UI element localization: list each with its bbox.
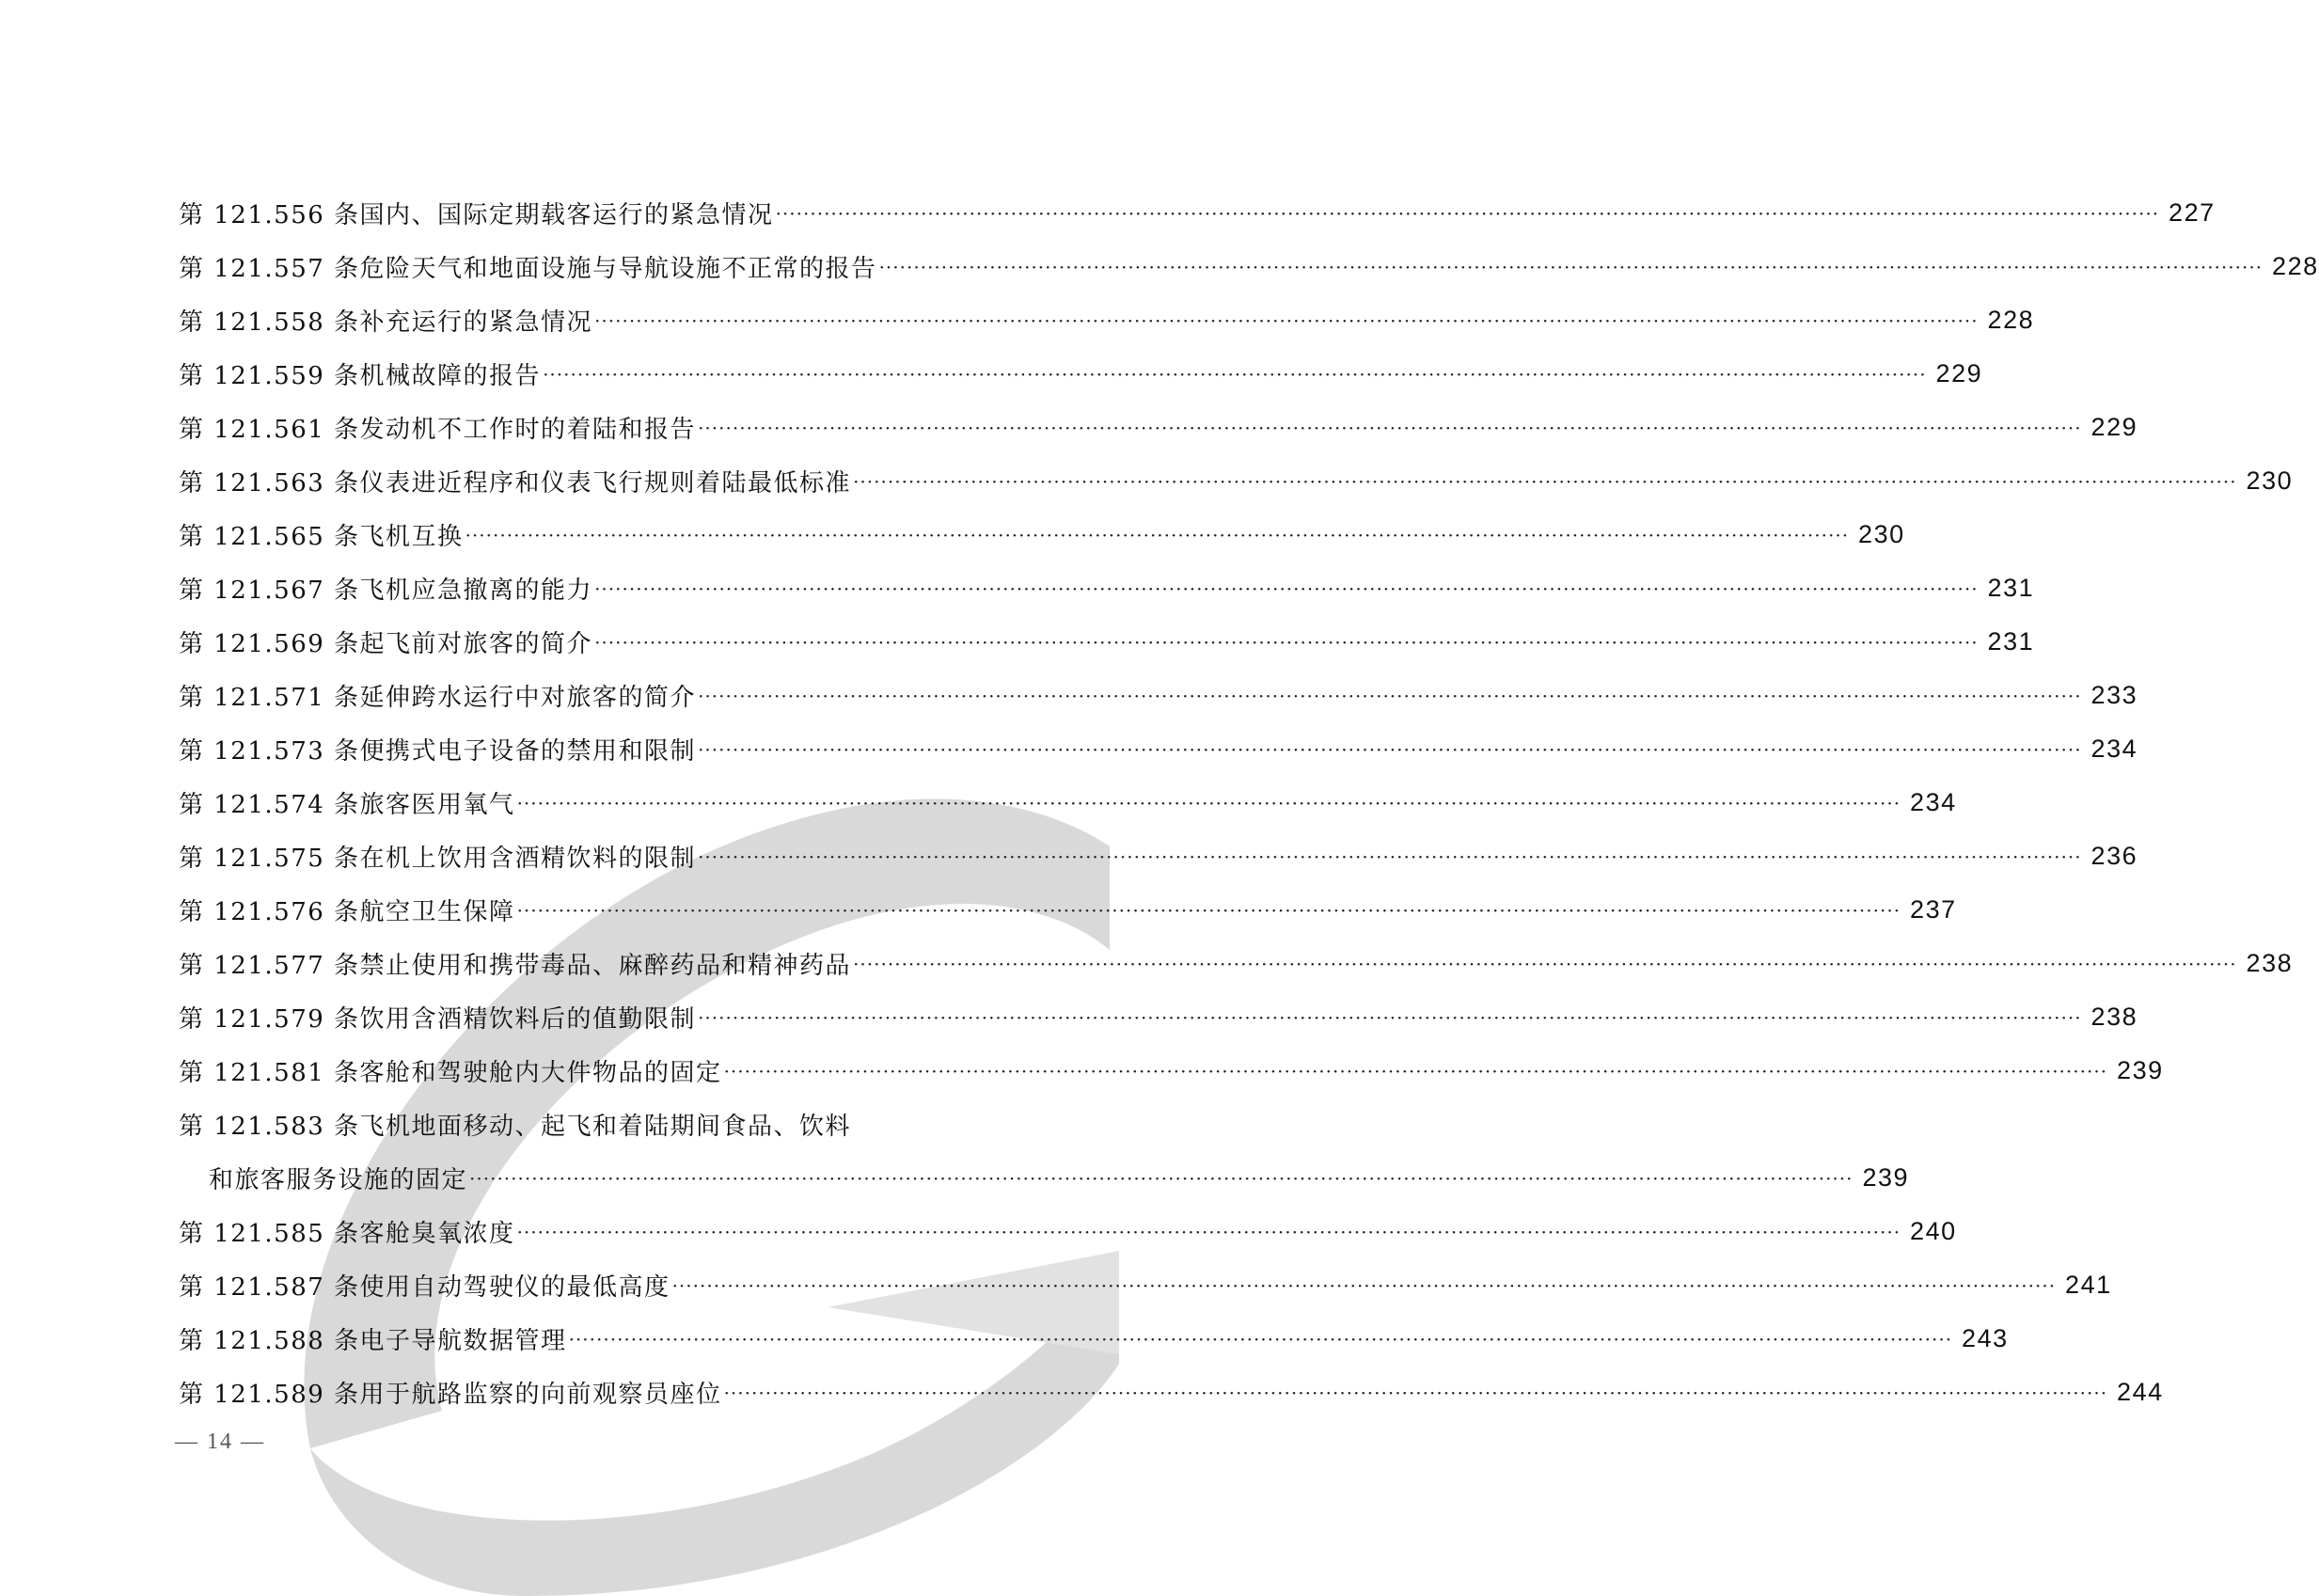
toc-entry-page: 234 bbox=[1910, 788, 1957, 816]
toc-leader-dots: ········································································································································································································ bbox=[698, 1005, 2082, 1029]
toc-entry[interactable] bbox=[179, 454, 2294, 508]
toc-entry-title-continued: 和旅客服务设施的固定 bbox=[209, 1166, 468, 1194]
toc-leader-dots: ········································································································································································································ bbox=[723, 1059, 2108, 1082]
toc-entry[interactable] bbox=[179, 1366, 2164, 1419]
toc-entry-number: 第 121.575 条 bbox=[179, 845, 360, 873]
toc-entry-number: 第 121.585 条 bbox=[179, 1220, 360, 1248]
toc-leader-dots: ········································································································································································································ bbox=[516, 898, 1901, 922]
toc-entry-number: 第 121.565 条 bbox=[179, 523, 360, 551]
toc-entry[interactable] bbox=[179, 1312, 2009, 1366]
toc-entry-title: 客舱臭氧浓度 bbox=[359, 1220, 515, 1248]
toc-leader-dots: ········································································································································································································ bbox=[594, 308, 1979, 332]
toc-leader-dots: ········································································································································································································ bbox=[878, 255, 2264, 278]
toc-entry-title: 用于航路监察的向前观察员座位 bbox=[359, 1381, 722, 1409]
toc-entry[interactable] bbox=[179, 937, 2294, 990]
toc-entry[interactable] bbox=[179, 615, 2035, 669]
toc-entry[interactable] bbox=[179, 1205, 1957, 1258]
toc-entry[interactable] bbox=[179, 776, 1957, 830]
toc-leader-dots: ········································································································································································································ bbox=[543, 362, 1927, 386]
toc-leader-dots: ········································································································································································································ bbox=[465, 523, 1850, 546]
toc-entry-title: 旅客医用氧气 bbox=[359, 791, 515, 819]
toc-leader-dots: ········································································································································································································ bbox=[469, 1166, 1854, 1190]
toc-entry-number: 第 121.559 条 bbox=[179, 362, 360, 390]
toc-leader-dots: ········································································································································································································ bbox=[516, 1220, 1901, 1243]
toc-entry-number: 第 121.567 条 bbox=[179, 577, 360, 605]
toc-leader-dots: ········································································································································································································ bbox=[698, 416, 2082, 439]
toc-entry-title: 使用自动驾驶仪的最低高度 bbox=[359, 1273, 670, 1302]
toc-leader-dots: ········································································································································································································ bbox=[723, 1381, 2108, 1404]
toc-leader-dots: ········································································································································································································ bbox=[698, 845, 2082, 868]
toc-entry[interactable] bbox=[179, 669, 2138, 722]
toc-entry-page: 244 bbox=[2117, 1378, 2164, 1406]
toc-entry-title: 延伸跨水运行中对旅客的简介 bbox=[359, 684, 697, 712]
toc-entry[interactable] bbox=[179, 561, 2035, 615]
toc-entry-page: 234 bbox=[2090, 735, 2138, 763]
toc-entry-title: 飞机应急撤离的能力 bbox=[359, 577, 593, 605]
toc-entry-title: 在机上饮用含酒精饮料的限制 bbox=[359, 845, 697, 873]
toc-leader-dots: ········································································································································································································ bbox=[775, 201, 2160, 225]
toc-entry[interactable] bbox=[179, 508, 1905, 561]
toc-entry-title: 机械故障的报告 bbox=[359, 362, 542, 390]
toc-entry-title: 飞机地面移动、起飞和着陆期间食品、饮料 bbox=[359, 1113, 852, 1141]
toc-entry-number: 第 121.579 条 bbox=[179, 1005, 360, 1034]
toc-leader-dots: ········································································································································································································ bbox=[516, 791, 1901, 814]
toc-entry-title: 国内、国际定期载客运行的紧急情况 bbox=[359, 201, 774, 229]
toc-entry-title: 发动机不工作时的着陆和报告 bbox=[359, 416, 697, 444]
toc-entry-page: 243 bbox=[1962, 1324, 2009, 1352]
toc-leader-dots: ········································································································································································································ bbox=[853, 469, 2237, 493]
toc-leader-dots: ········································································································································································································ bbox=[671, 1273, 2057, 1297]
page-number: — 14 — bbox=[175, 1430, 265, 1454]
toc-leader-dots: ········································································································································································································ bbox=[698, 684, 2082, 707]
toc-entry-page: 239 bbox=[1862, 1163, 1910, 1192]
toc-entry-title: 便携式电子设备的禁用和限制 bbox=[359, 737, 697, 766]
toc-entry-page: 239 bbox=[2117, 1056, 2164, 1084]
toc-entry-title: 饮用含酒精饮料后的值勤限制 bbox=[359, 1005, 697, 1034]
toc-entry-number: 第 121.587 条 bbox=[179, 1273, 360, 1302]
toc-entry-number: 第 121.557 条 bbox=[179, 255, 360, 283]
toc-entry[interactable] bbox=[179, 990, 2138, 1044]
toc-entry-page: 228 bbox=[1987, 306, 2035, 334]
toc-entry-number: 第 121.576 条 bbox=[179, 898, 360, 926]
toc-entry[interactable] bbox=[179, 293, 2035, 347]
toc-entry[interactable] bbox=[179, 883, 1957, 937]
toc-entry-page: 231 bbox=[1987, 574, 2035, 602]
toc-entry-title: 起飞前对旅客的简介 bbox=[359, 630, 593, 658]
toc-entry-number: 第 121.558 条 bbox=[179, 308, 360, 337]
toc-leader-dots: ········································································································································································································ bbox=[853, 952, 2237, 975]
toc-entry-page: 231 bbox=[1987, 627, 2035, 656]
toc-entry-number: 第 121.574 条 bbox=[179, 791, 360, 819]
toc-entry-number: 第 121.563 条 bbox=[179, 469, 360, 498]
toc-entry-page: 237 bbox=[1910, 895, 1957, 924]
toc-leader-dots: ········································································································································································································ bbox=[594, 630, 1979, 654]
toc-entry-title: 客舱和驾驶舱内大件物品的固定 bbox=[359, 1059, 722, 1087]
toc-entry-number: 第 121.571 条 bbox=[179, 684, 360, 712]
toc-entry-page: 230 bbox=[2246, 466, 2294, 495]
toc-leader-dots: ········································································································································································································ bbox=[568, 1327, 1953, 1351]
toc-entry-page: 229 bbox=[1935, 359, 1983, 387]
toc-entry[interactable] bbox=[179, 1044, 2164, 1098]
toc-entry-title: 航空卫生保障 bbox=[359, 898, 515, 926]
toc-entry-page: 228 bbox=[2272, 252, 2319, 280]
toc-entry-number: 第 121.556 条 bbox=[179, 201, 360, 229]
toc-entry-title: 禁止使用和携带毒品、麻醉药品和精神药品 bbox=[359, 952, 852, 980]
toc-entry-page: 240 bbox=[1910, 1217, 1957, 1245]
toc-leader-dots: ········································································································································································································ bbox=[698, 737, 2082, 761]
toc-entry-page: 233 bbox=[2090, 681, 2138, 709]
toc-entry-title: 飞机互换 bbox=[359, 523, 464, 551]
toc-entry[interactable] bbox=[179, 401, 2138, 454]
toc-entry-number: 第 121.589 条 bbox=[179, 1381, 360, 1409]
toc-entry[interactable] bbox=[179, 722, 2138, 776]
toc-entry-page: 238 bbox=[2246, 949, 2294, 977]
toc-entry-page: 238 bbox=[2090, 1003, 2138, 1031]
toc-entry-title: 危险天气和地面设施与导航设施不正常的报告 bbox=[359, 255, 877, 283]
toc-entry[interactable] bbox=[179, 347, 1983, 401]
toc-entry-number: 第 121.573 条 bbox=[179, 737, 360, 766]
toc-entry-number: 第 121.569 条 bbox=[179, 630, 360, 658]
toc-entry-number: 第 121.588 条 bbox=[179, 1327, 360, 1355]
toc-entry-number: 第 121.561 条 bbox=[179, 416, 360, 444]
toc-entry-page: 229 bbox=[2090, 413, 2138, 441]
toc-entry-number: 第 121.583 条 bbox=[179, 1113, 360, 1141]
toc-leader-dots: ········································································································································································································ bbox=[594, 577, 1979, 600]
toc-entry-title: 补充运行的紧急情况 bbox=[359, 308, 593, 337]
toc-entry-page: 241 bbox=[2065, 1271, 2112, 1299]
table-of-contents bbox=[179, 186, 2319, 1419]
toc-entry-page: 230 bbox=[1858, 520, 1905, 548]
toc-entry-page: 236 bbox=[2090, 842, 2138, 870]
toc-entry-title: 仪表进近程序和仪表飞行规则着陆最低标准 bbox=[359, 469, 852, 498]
toc-entry-number: 第 121.577 条 bbox=[179, 952, 360, 980]
toc-entry[interactable] bbox=[179, 240, 2319, 293]
toc-entry-title: 电子导航数据管理 bbox=[359, 1327, 567, 1355]
toc-entry[interactable] bbox=[179, 186, 2216, 240]
toc-entry-page: 227 bbox=[2169, 198, 2216, 227]
toc-entry[interactable] bbox=[179, 830, 2138, 883]
toc-entry[interactable] bbox=[179, 1098, 1910, 1205]
toc-entry-number: 第 121.581 条 bbox=[179, 1059, 360, 1087]
toc-entry[interactable] bbox=[179, 1258, 2112, 1312]
